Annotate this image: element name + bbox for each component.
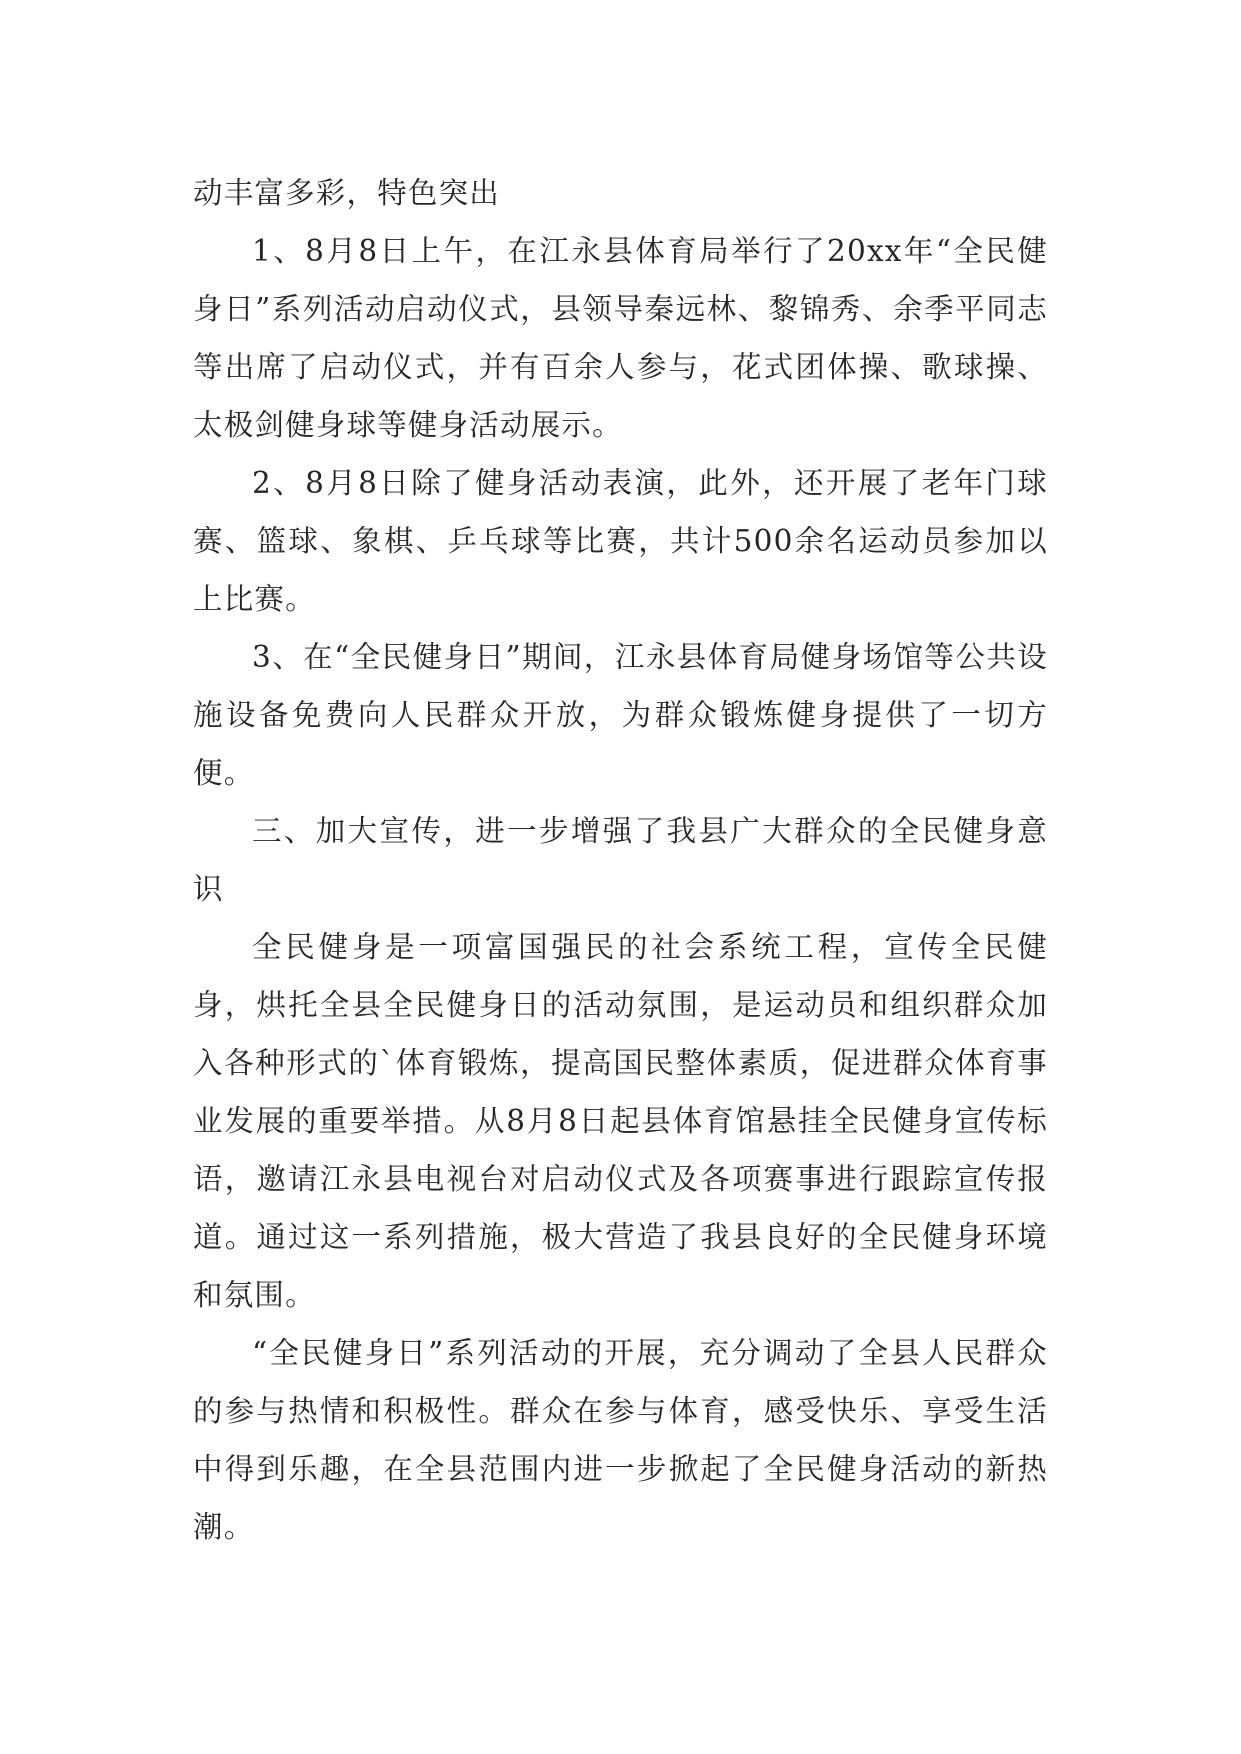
document-body xyxy=(193,164,1048,1556)
paragraph-item-1: 1、8月8日上午，在江永县体育局举行了20xx年“全民健身日”系列活动启动仪式，县领导秦远林、黎锦秀、余季平同志等出席了启动仪式，并有百余人参与，花式团体操、歌球操、太极剑健身球等健身活动展示。 xyxy=(193,234,1048,442)
paragraph-conclusion: “全民健身日”系列活动的开展，充分调动了全县人民群众的参与热情和积极性。群众在参与体育，感受快乐、享受生活中得到乐趣，在全县范围内进一步掀起了全民健身活动的新热潮。 xyxy=(193,1336,1048,1544)
paragraph-item-2: 2、8月8日除了健身活动表演，此外，还开展了老年门球赛、篮球、象棋、乒乓球等比赛，共计500余名运动员参加以上比赛。 xyxy=(193,466,1048,616)
paragraph-item-3: 3、在“全民健身日”期间，江永县体育局健身场馆等公共设施设备免费向人民群众开放，为群众锻炼健身提供了一切方便。 xyxy=(193,640,1048,790)
paragraph-continued-heading: 动丰富多彩，特色突出 xyxy=(193,176,501,210)
paragraph-publicity: 全民健身是一项富国强民的社会系统工程，宣传全民健身，烘托全县全民健身日的活动氛围，是运动员和组织群众加入各种形式的`体育锻炼，提高国民整体素质，促进群众体育事业发展的重要举措。从8月8日起县体育馆悬挂全民健身宣传标语，邀请江永县电视台对启动仪式及各项赛事进行跟踪宣传报道。通过这一系列措施，极大营造了我县良好的全民健身环境和氛围。 xyxy=(193,930,1048,1312)
section-heading-3: 三、加大宣传，进一步增强了我县广大群众的全民健身意识 xyxy=(193,814,1048,906)
